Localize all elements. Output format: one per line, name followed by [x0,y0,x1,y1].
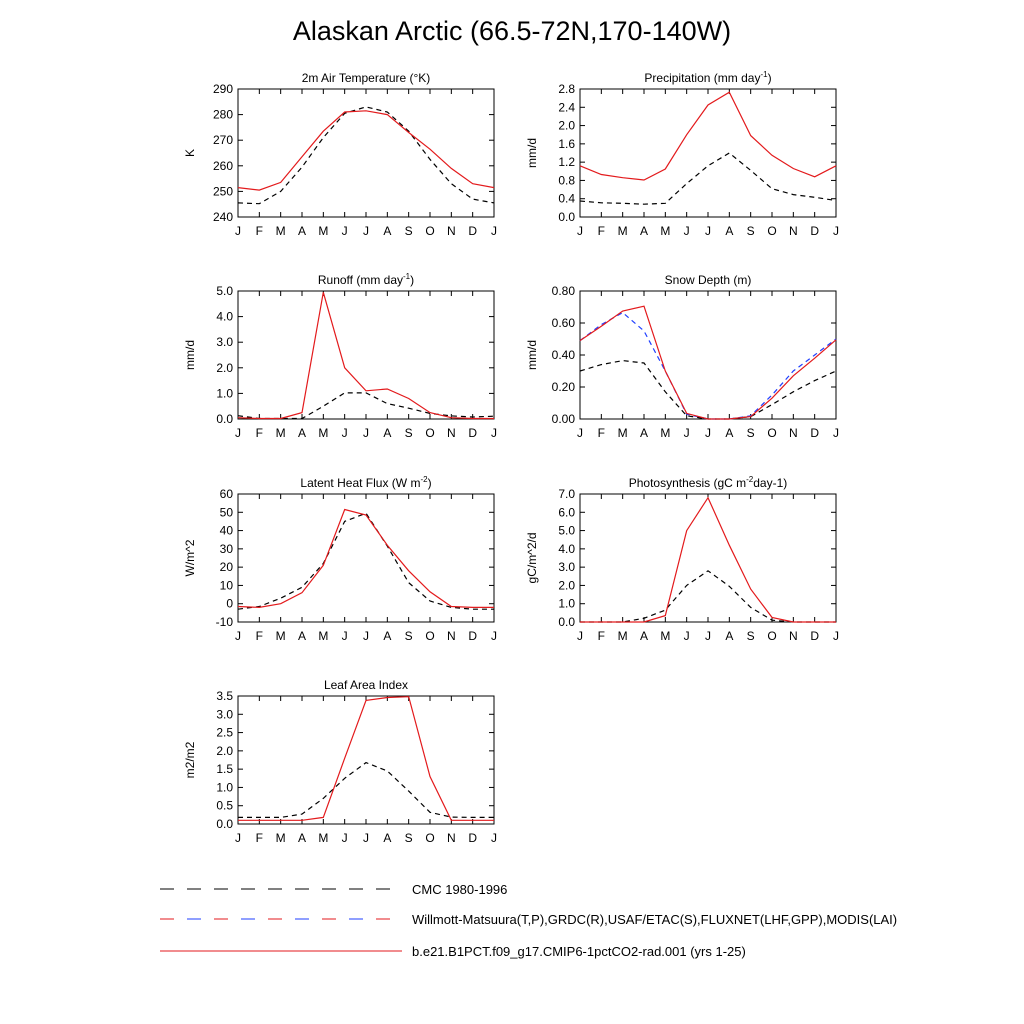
x-tick-label: J [341,426,348,440]
panel-title: Leaf Area Index [323,678,409,692]
plot-frame [238,89,494,217]
x-tick-label: M [318,629,329,643]
y-tick-label: 6.0 [558,505,575,520]
x-tick-label: M [617,629,628,643]
y-axis-label: mm/d [525,340,539,370]
x-tick-label: O [425,224,435,238]
y-axis-label: gC/m^2/d [525,532,539,584]
y-tick-label: 1.0 [558,596,575,611]
y-tick-label: 4.0 [558,541,575,556]
y-tick-label: 5.0 [216,284,233,298]
x-tick-label: A [297,426,307,440]
x-tick-label: F [255,629,264,643]
panel-title: Runoff (mm day$^{-1}$) [317,272,415,287]
x-tick-label: A [725,629,734,643]
x-tick-label: J [833,629,839,643]
panel-latent-heat-flux [183,475,497,643]
y-tick-label: 1.0 [216,780,233,795]
series-line-cmc [238,513,494,609]
x-tick-label: N [446,629,456,643]
y-tick-label: 3.5 [216,689,233,703]
x-tick-label: A [725,224,734,238]
series-line-model [580,498,836,622]
y-tick-label: 0.4 [558,191,575,206]
legend-label: CMC 1980-1996 [412,882,508,897]
y-tick-label: 3.0 [558,560,575,575]
y-tick-label: 290 [212,82,233,96]
x-tick-label: N [446,831,456,845]
panel-snow-depth [525,273,839,440]
y-axis-label: mm/d [183,340,197,370]
y-tick-label: 0.0 [216,817,233,831]
x-tick-label: D [810,629,820,643]
y-axis-label: mm/d [525,138,539,168]
x-tick-label: D [468,629,478,643]
series-line-cmc [580,361,836,419]
x-tick-label: J [341,831,348,845]
legend [160,882,897,959]
x-tick-label: J [235,224,241,238]
x-tick-label: M [617,426,628,440]
y-tick-label: 2.0 [558,118,575,133]
x-tick-label: A [639,224,649,238]
x-tick-label: A [297,629,307,643]
page-title: Alaskan Arctic (66.5-72N,170-140W) [292,16,732,46]
legend-item [160,882,507,897]
y-tick-label: 0.00 [551,412,575,426]
series-line-model [238,111,494,190]
x-tick-label: J [491,629,497,643]
x-tick-label: M [275,426,286,440]
y-tick-label: 1.5 [216,762,233,777]
plot-frame [580,89,836,217]
x-tick-label: J [705,629,711,643]
y-tick-label: 20 [219,560,233,575]
y-tick-label: 0.60 [551,316,575,330]
x-tick-label: F [255,426,264,440]
y-tick-label: 2.4 [558,100,575,115]
series-line-cmc [580,153,836,204]
x-tick-label: J [491,426,497,440]
series-line-cmc [238,107,494,204]
x-tick-label: O [425,629,435,643]
x-tick-label: M [275,224,286,238]
x-tick-label: N [788,629,798,643]
x-tick-label: M [318,426,329,440]
y-tick-label: 250 [212,184,233,199]
x-tick-label: M [275,831,286,845]
y-tick-label: 260 [212,158,233,173]
plot-frame [580,494,836,622]
x-tick-label: S [404,426,413,440]
x-tick-label: M [275,629,286,643]
panel-title: Photosynthesis (gC $m^{-2}day-1$) [628,475,788,490]
y-tick-label: 2.5 [216,725,233,740]
y-tick-label: 2.0 [558,578,575,593]
y-tick-label: 280 [212,107,233,122]
series-line-model [238,697,494,821]
x-tick-label: J [833,224,839,238]
y-tick-label: 0.5 [216,798,233,813]
x-tick-label: J [363,426,369,440]
x-tick-label: A [639,629,649,643]
x-tick-label: F [255,831,264,845]
x-tick-label: J [705,224,711,238]
x-tick-label: M [318,831,329,845]
x-tick-label: F [597,629,606,643]
x-tick-label: J [363,224,369,238]
legend-label: b.e21.B1PCT.f09_g17.CMIP6-1pctCO2-rad.001 (yrs 1-25) [412,944,746,959]
x-tick-label: F [255,224,264,238]
series-line-model [238,292,494,418]
x-tick-label: F [597,426,606,440]
legend-item [160,912,897,927]
x-tick-label: S [404,224,413,238]
panel-title: 2m Air Temperature (°K) [301,71,431,85]
y-tick-label: 30 [219,541,233,556]
y-axis-label: W/m^2 [183,539,197,577]
x-tick-label: N [446,224,456,238]
x-tick-label: M [660,224,671,238]
x-tick-label: O [767,224,777,238]
y-tick-label: 3.0 [216,335,233,350]
x-tick-label: J [683,629,690,643]
panel-photosynthesis [525,475,839,643]
y-tick-label: 5.0 [558,523,575,538]
y-tick-label: 0.0 [558,615,575,629]
y-tick-label: 1.6 [558,136,575,151]
x-tick-label: O [767,426,777,440]
y-tick-label: 270 [212,133,233,148]
x-tick-label: M [617,224,628,238]
x-tick-label: J [235,831,241,845]
x-tick-label: A [383,224,392,238]
y-tick-label: 7.0 [558,487,575,501]
y-axis-label: K [183,148,197,158]
y-tick-label: 0.0 [558,210,575,224]
x-tick-label: J [363,629,369,643]
x-tick-label: J [705,426,711,440]
x-tick-label: S [404,629,413,643]
y-tick-label: -10 [215,615,233,629]
y-tick-label: 2.0 [216,360,233,375]
x-tick-label: O [767,629,777,643]
x-tick-label: N [788,224,798,238]
y-tick-label: 2.8 [558,82,575,96]
series-line-model [580,92,836,180]
plot-frame [238,291,494,419]
series-line-cmc [238,763,494,818]
x-tick-label: J [577,426,583,440]
legend-label: Willmott-Matsuura(T,P),GRDC(R),USAF/ETAC(S),FLUXNET(LHF,GPP),MODIS(LAI) [412,912,898,927]
y-tick-label: 40 [219,523,233,538]
panel-leaf-area-index [183,678,497,845]
x-tick-label: J [577,224,583,238]
x-tick-label: D [468,831,478,845]
x-tick-label: S [746,629,755,643]
y-tick-label: 50 [219,505,233,520]
x-tick-label: J [577,629,583,643]
x-tick-label: J [491,831,497,845]
x-tick-label: A [297,224,307,238]
y-tick-label: 60 [219,487,233,501]
plot-frame [238,494,494,622]
y-tick-label: 0.40 [551,348,575,362]
y-tick-label: 1.0 [216,386,233,401]
plot-frame [580,291,836,419]
series-line-cmc [580,571,836,622]
y-tick-label: 0.8 [558,173,575,188]
y-tick-label: 0 [226,596,233,611]
x-tick-label: D [468,426,478,440]
x-tick-label: J [235,629,241,643]
x-tick-label: D [468,224,478,238]
panel-title: Precipitation (mm day$^{-1}$) [644,70,772,85]
x-tick-label: J [833,426,839,440]
x-tick-label: J [341,224,348,238]
y-tick-label: 0.0 [216,412,233,426]
x-tick-label: S [404,831,413,845]
x-tick-label: M [660,426,671,440]
y-tick-label: 0.80 [551,284,575,298]
x-tick-label: J [235,426,241,440]
x-tick-label: S [746,224,755,238]
y-tick-label: 240 [212,210,233,224]
series-line-model [238,510,494,608]
x-tick-label: A [639,426,649,440]
legend-item [160,944,746,959]
panel-air-temperature [183,71,497,238]
x-tick-label: A [383,629,392,643]
panel-precipitation [525,70,839,238]
x-tick-label: A [725,426,734,440]
x-tick-label: J [683,426,690,440]
x-tick-label: O [425,831,435,845]
x-tick-label: D [810,426,820,440]
x-tick-label: D [810,224,820,238]
y-axis-label: m2/m2 [183,741,197,779]
x-tick-label: S [746,426,755,440]
x-tick-label: F [597,224,606,238]
x-tick-label: A [383,426,392,440]
x-tick-label: N [446,426,456,440]
series-line-model [580,306,836,419]
y-tick-label: 10 [219,578,233,593]
panel-title: Snow Depth (m) [664,273,752,287]
x-tick-label: J [683,224,690,238]
x-tick-label: A [297,831,307,845]
x-tick-label: O [425,426,435,440]
plot-frame [238,696,494,824]
x-tick-label: J [363,831,369,845]
y-tick-label: 1.2 [558,155,575,170]
panel-runoff [183,272,497,440]
y-tick-label: 3.0 [216,707,233,722]
panel-title: Latent Heat Flux (W $m^{-2}$) [300,475,432,490]
x-tick-label: M [318,224,329,238]
x-tick-label: N [788,426,798,440]
x-tick-label: M [660,629,671,643]
y-tick-label: 2.0 [216,743,233,758]
x-tick-label: A [383,831,392,845]
series-line-obs-blue [580,313,836,419]
y-tick-label: 0.20 [551,380,575,394]
x-tick-label: J [341,629,348,643]
x-tick-label: J [491,224,497,238]
y-tick-label: 4.0 [216,309,233,324]
